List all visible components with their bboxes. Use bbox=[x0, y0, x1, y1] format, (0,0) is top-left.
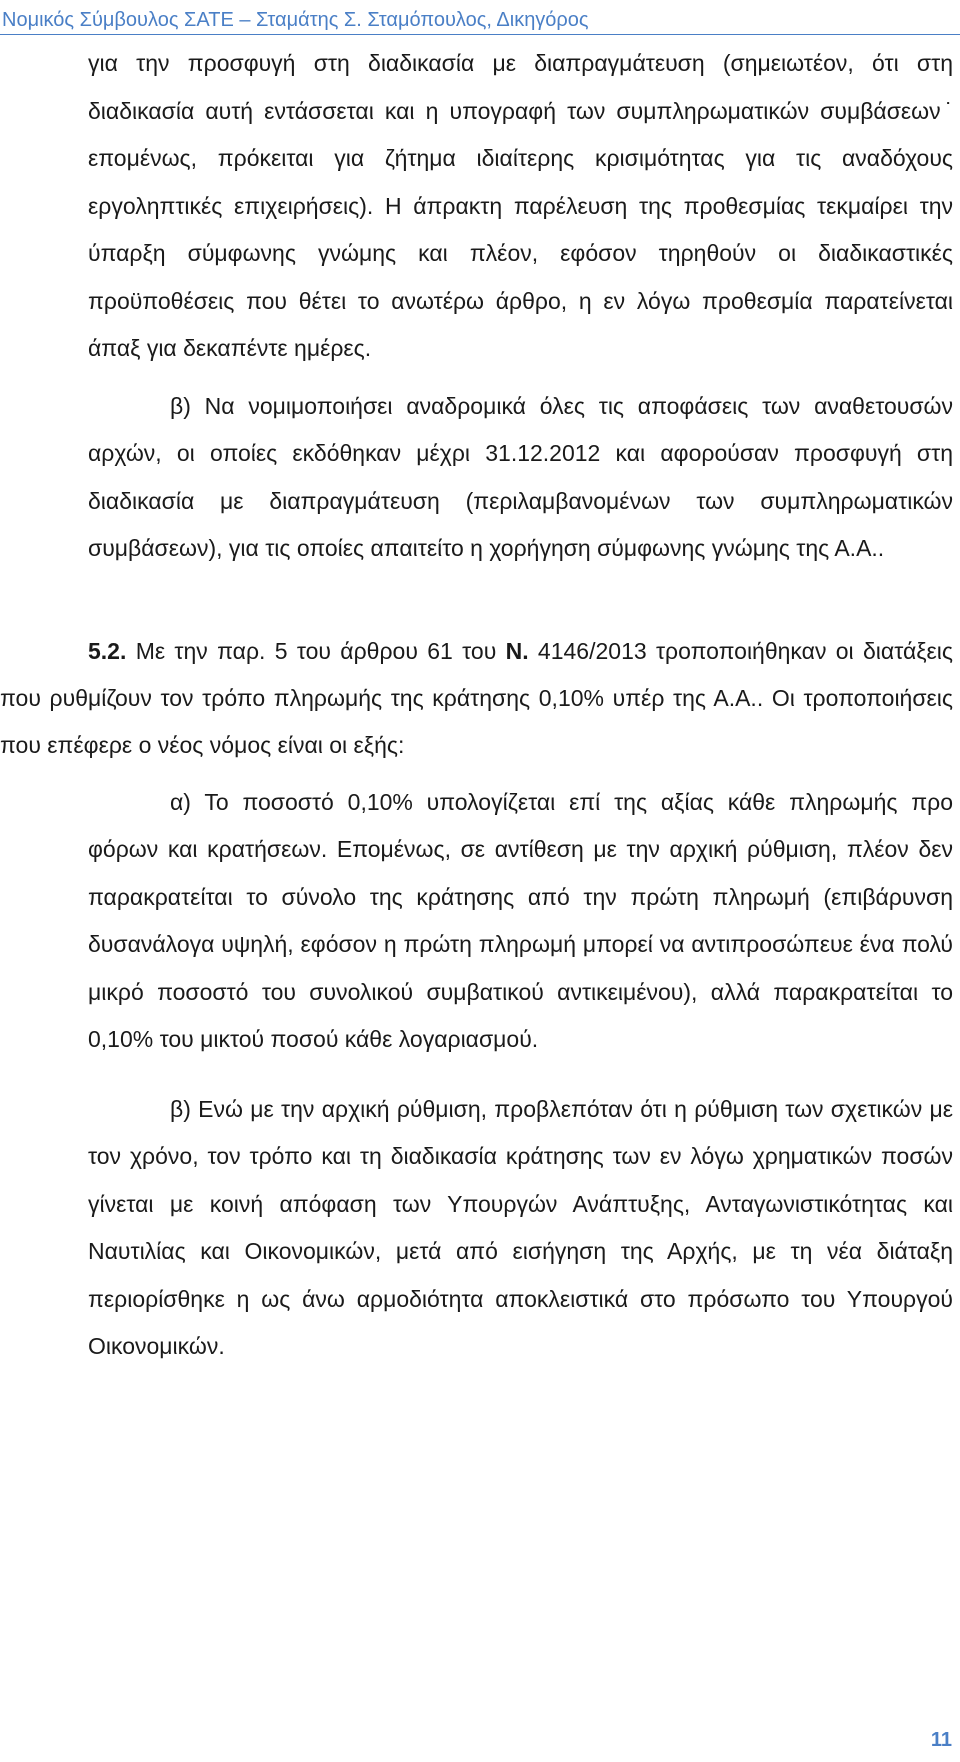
paragraph-item-b: β) Να νομιμοποιήσει αναδρομικά όλες τις αποφάσεις των αναθετουσών αρχών, οι οποίες εκδόθηκαν μέχρι 31.12.2012 και αφορούσαν προσφυγή στη διαδικασία με διαπραγμάτευση (περιλαμβανομένων των συμπληρωματικών συμβάσεων), για τις οποίες απαιτείτο η χορήγηση σύμφωνης γνώμης της Α.Α.. bbox=[88, 392, 953, 561]
section-text-rest: 4146/2013 τροποποιήθηκαν οι διατάξεις που ρυθμίζουν τον τρόπο πληρωμής της κράτησης 0,10% υπέρ της Α.Α.. Οι τροποποιήσεις που επέφερε ο νέος νόμος είναι οι εξής: bbox=[0, 637, 953, 758]
page-number: 11 bbox=[930, 1729, 952, 1751]
document-body bbox=[0, 40, 960, 1371]
paragraph-item-b-2: β) Ενώ με την αρχική ρύθμιση, προβλεπόταν ότι η ρύθμιση των σχετικών με τον χρόνο, τον τρόπο και τη διαδικασία κράτησης των εν λόγω χρηματικών ποσών γίνεται με κοινή απόφαση των Υπουργών Ανάπτυξης, Ανταγωνιστικότητας και Ναυτιλίας και Οικονομικών, μετά από εισήγηση της Αρχής, με τη νέα διάταξη περιορίσθηκε η ως άνω αρμοδιότητα αποκλειστικά στο πρόσωπο του Υπουργού Οικονομικών. bbox=[88, 1095, 953, 1359]
page-header bbox=[0, 8, 960, 32]
section-text-pre: Με την παρ. 5 του άρθρου 61 του bbox=[126, 637, 506, 664]
section-5-2-paragraph bbox=[0, 628, 953, 769]
header-title: Νομικός Σύμβουλος ΣΑΤΕ – Σταμάτης Σ. Σταμόπουλος, Δικηγόρος bbox=[2, 9, 589, 31]
header-divider bbox=[0, 34, 960, 35]
section-number: 5.2. bbox=[88, 637, 127, 664]
paragraph-continuation: για την προσφυγή στη διαδικασία με διαπραγμάτευση (σημειωτέον, ότι στη διαδικασία αυτή εντάσσεται και η υπογραφή των συμπληρωματικών συμβάσεων˙ επομένως, πρόκειται για ζήτημα ιδιαίτερης κρισιμότητας για τις αναδόχους εργοληπτικές επιχειρήσεις). Η άπρακτη παρέλευση της προθεσμίας τεκμαίρει την ύπαρξη σύμφωνης γνώμης και πλέον, εφόσον τηρηθούν οι διαδικαστικές προϋποθέσεις που θέτει το ανωτέρω άρθρο, η εν λόγω προθεσμία παρατείνεται άπαξ για δεκαπέντε ημέρες. bbox=[88, 50, 953, 361]
section-law-abbrev: Ν. bbox=[505, 637, 529, 664]
paragraph-item-a: α) Το ποσοστό 0,10% υπολογίζεται επί της αξίας κάθε πληρωμής προ φόρων και κρατήσεων. Επομένως, σε αντίθεση με την αρχική ρύθμιση, πλέον δεν παρακρατείται το σύνολο της κράτησης από την πρώτη πληρωμή (επιβάρυνση δυσανάλογα υψηλή, εφόσον η πρώτη πληρωμή μπορεί να αντιπροσώπευε ένα πολύ μικρό ποσοστό του συνολικού συμβατικού αντικειμένου), αλλά παρακρατείται το 0,10% του μικτού ποσού κάθε λογαριασμού. bbox=[88, 788, 953, 1052]
